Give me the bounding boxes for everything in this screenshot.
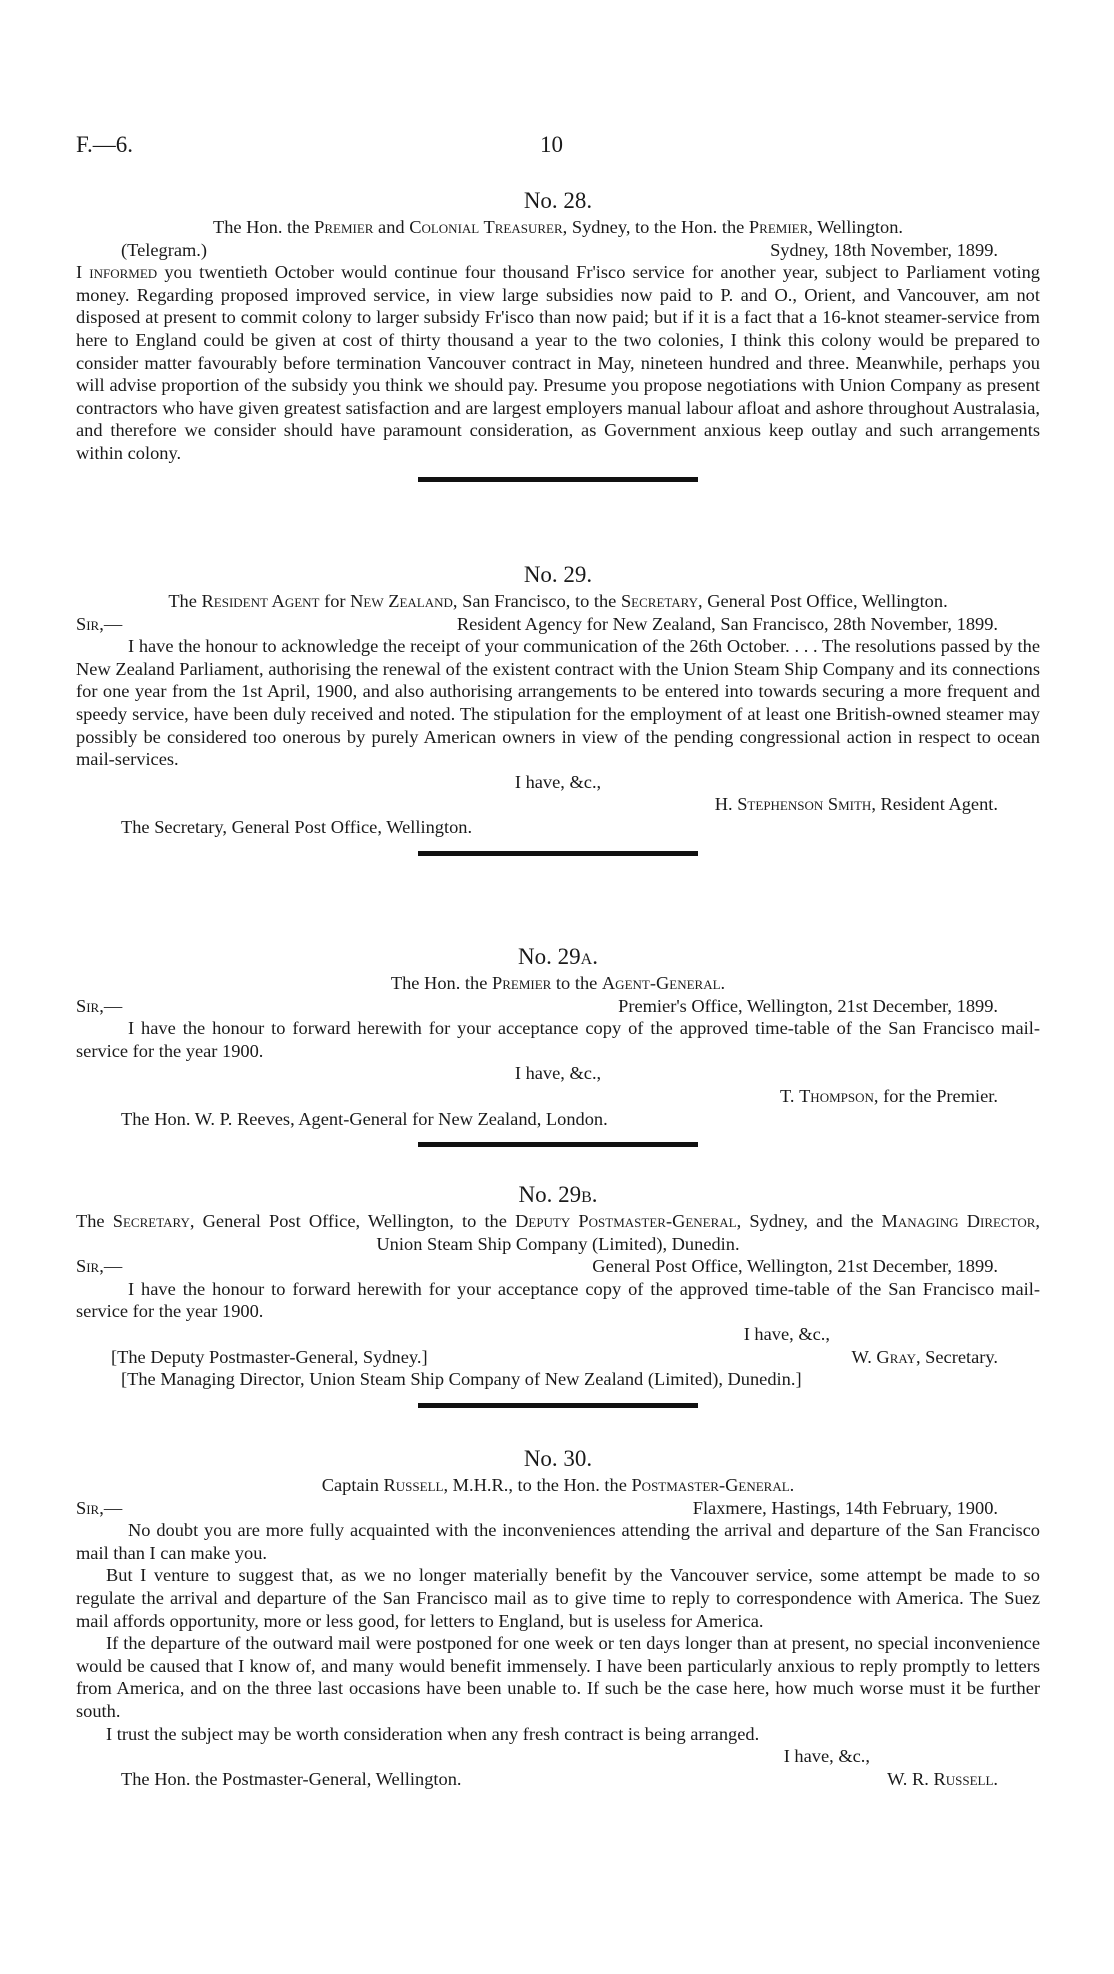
section-heading: Captain Russell, M.H.R., to the Hon. the Postmaster-General. (321, 1475, 795, 1495)
signature-line (76, 1768, 1040, 1791)
salutation-line (76, 1255, 1040, 1278)
signature: W. Gray, Secretary. (851, 1346, 998, 1367)
paragraph: No doubt you are more fully acquainted with the inconveniences attending the arrival and departure of the San Francisco mail than I can make you. (76, 1520, 1040, 1563)
section-no-29b (76, 1180, 1040, 1420)
dateline: Sydney, 18th November, 1899. (770, 239, 998, 260)
signature-line (76, 1346, 1040, 1369)
salutation: Sir,— (76, 1497, 123, 1518)
section-no-29a (76, 942, 1040, 1159)
closing: I have, &c., (514, 1063, 602, 1084)
letter-body: I have the honour to forward herewith for your acceptance copy of the approved time-table of the San Francisco mail-service for the year 1900. (76, 1018, 1040, 1061)
letter-body: I have the honour to forward herewith for your acceptance copy of the approved time-table of the San Francisco mail-service for the year 1900. (76, 1278, 1040, 1322)
paragraph: I trust the subject may be worth consideration when any fresh contract is being arranged. (106, 1723, 760, 1744)
section-number: No. 29. (523, 562, 593, 587)
paragraph: If the departure of the outward mail were postponed for one week or ten days longer than at present, no special inconvenience would be caused that I know of, and many would benefit immensely. I have been particularly anxious to reply promptly to letters from America, and on the three last occasions have been unable to. If such be the case here, how much worse must it be further south. (76, 1633, 1040, 1721)
telegram-body: I informed you twentieth October would continue four thousand Fr'isco service for another year, subject to Parliament voting money. Regarding proposed improved service, in view large subsidies now paid to P. and O., Orient, and Vancouver, am not disposed at present to commit colony to larger subsidy Fr'isco than now paid; but if it is a fact that a 16-knot steamer-service from here to England could be given at cost of thirty thousand a year to the two colonies, I think this colony would be prepared to consider matter favourably before termination Vancouver contract in May, nineteen hundred and three. Meanwhile, perhaps you will advise proportion of the subsidy you think we should pay. Presume you propose negotiations with Union Company as present contractors who have given greatest satisfaction and are largest employers manual labour afloat and ashore throughout Australasia, and therefore we consider should have paramount consideration, as Government anxious keep outlay and such arrangements within colony. (76, 262, 1040, 463)
salutation-line (76, 1497, 1040, 1520)
addressee: The Secretary, General Post Office, Wellington. (121, 816, 473, 837)
closing: I have, &c., (514, 771, 602, 792)
dateline: Resident Agency for New Zealand, San Francisco, 28th November, 1899. (456, 613, 998, 634)
addressee: The Hon. the Postmaster-General, Wellington. (121, 1768, 462, 1789)
section-no-30 (76, 1444, 1040, 1790)
section-heading: The Secretary, General Post Office, Wellington, to the Deputy Postmaster-General, Sydney, and the Managing Director, Union Steam Ship Company (Limited), Dunedin. (76, 1211, 1040, 1254)
salutation-line (76, 613, 1040, 636)
section-divider (418, 1142, 698, 1147)
dateline: Flaxmere, Hastings, 14th February, 1900. (692, 1497, 998, 1518)
section-number: No. 29a. (518, 944, 598, 969)
closing: I have, &c., (743, 1323, 830, 1344)
section-number: No. 29b. (518, 1182, 598, 1207)
section-heading: The Hon. the Premier to the Agent-General. (390, 973, 726, 993)
letter-body: I have the honour to acknowledge the receipt of your communication of the 26th October. . . . The resolutions passed by the New Zealand Parliament, authorising the renewal of the existent contract with the Union Steam Ship Company and its connections for one year from the 1st April, 1900, and also authorising arrangements to be entered into towards securing a more frequent and speedy service, have been duly received and noted. The stipulation for the employment of at least one British-owned steamer may possibly be considered too onerous by purely American owners in view of the pending congressional action in respect to ocean mail-services. (76, 636, 1040, 770)
signature: W. R. Russell. (887, 1768, 998, 1789)
salutation: Sir,— (76, 995, 123, 1016)
dateline: General Post Office, Wellington, 21st December, 1899. (592, 1256, 998, 1277)
signature: T. Thompson, for the Premier. (780, 1085, 998, 1106)
section-divider (418, 477, 698, 482)
addressee: The Hon. W. P. Reeves, Agent-General for New Zealand, London. (121, 1108, 608, 1129)
salutation: Sir,— (76, 613, 123, 634)
signature: H. Stephenson Smith, Resident Agent. (714, 794, 998, 815)
section-no-28 (76, 186, 1040, 494)
salutation-line (76, 995, 1040, 1018)
telegram-label: (Telegram.) (121, 239, 208, 260)
section-divider (418, 1403, 698, 1408)
section-divider (418, 851, 698, 856)
document-reference: F.—6. (76, 132, 133, 157)
section-heading: The Hon. the Premier and Colonial Treasurer, Sydney, to the Hon. the Premier, Wellington. (212, 217, 903, 237)
addressee: [The Managing Director, Union Steam Ship Company of New Zealand (Limited), Dunedin.] (121, 1369, 802, 1390)
section-heading: The Resident Agent for New Zealand, San Francisco, to the Secretary, General Post Office, Wellington. (168, 591, 948, 611)
closing: I have, &c., (783, 1746, 870, 1767)
telegram-line (76, 239, 1040, 262)
section-no-29 (76, 560, 1040, 868)
section-number: No. 28. (523, 188, 593, 213)
dateline: Premier's Office, Wellington, 21st December, 1899. (618, 995, 998, 1016)
addressee: [The Deputy Postmaster-General, Sydney.] (111, 1346, 428, 1367)
section-number: No. 30. (523, 1446, 593, 1471)
paragraph: But I venture to suggest that, as we no longer materially benefit by the Vancouver service, some attempt be made to so regulate the arrival and departure of the San Francisco mail as to give time to reply to correspondence with America. The Suez mail affords opportunity, more or less good, for letters to England, but is useless for America. (76, 1565, 1040, 1631)
page-number: 10 (540, 132, 563, 157)
salutation: Sir,— (76, 1256, 123, 1277)
